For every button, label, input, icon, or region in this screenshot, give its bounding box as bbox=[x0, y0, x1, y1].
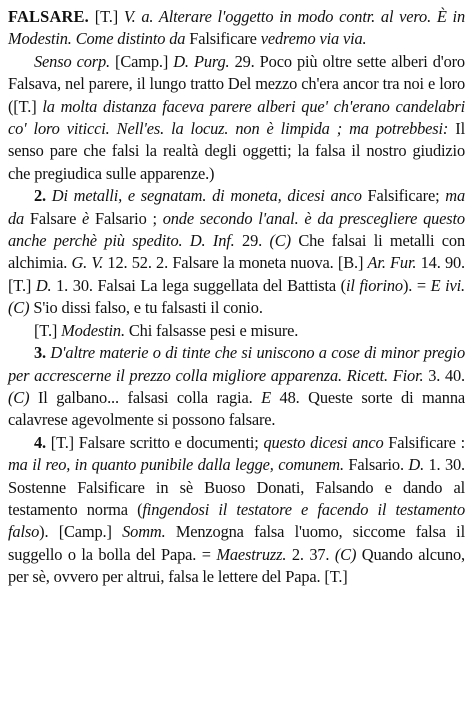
text-run: 12. 52. 2. Falsare la moneta nuova. [B.] bbox=[103, 253, 368, 273]
entry-sense-3 bbox=[8, 342, 465, 432]
text-run: [T.] Falsare scritto e documenti; bbox=[46, 432, 264, 452]
italic-text: (C) bbox=[8, 387, 30, 407]
italic-text: ma da bbox=[8, 186, 465, 228]
text-run: Il senso pare che falsi la realtà degli oggetti; la falsa il nostro giudizio che pregiudica sulle apparenze.) bbox=[8, 119, 465, 183]
text-run: 29. Poco più oltre sette alberi d'oro Falsava, nel parere, il lungo tratto Del mezzo ch'era ancor tra noi e loro ([T.] bbox=[8, 51, 465, 116]
italic-text: D. Purg. bbox=[173, 51, 230, 71]
text-run: 29. bbox=[234, 231, 270, 251]
italic-text: Ar. Fur. bbox=[367, 253, 417, 273]
text-run: 1. 30. Sostenne Falsificare in sè Buoso Donati, Falsando e dando al testamento norma ( bbox=[8, 455, 465, 519]
sense-number: 3. bbox=[34, 343, 46, 363]
italic-text: Maestruzz. bbox=[216, 544, 287, 564]
text-run: Falsario. bbox=[343, 455, 409, 475]
headword: FALSARE. bbox=[8, 7, 89, 26]
italic-text: E ivi. (C) bbox=[8, 275, 465, 318]
italic-text: ma il reo, in quanto punibile dalla legge, comunem. bbox=[8, 455, 344, 475]
italic-text: D. bbox=[408, 455, 425, 475]
text-run: Che falsai li metalli con alchimia. bbox=[8, 231, 466, 273]
sense-number: 4. bbox=[34, 432, 46, 452]
text-run: Il galbano... falsasi colla ragia. bbox=[29, 387, 262, 407]
text-run: Falsificare : bbox=[383, 432, 465, 452]
italic-text: V. a. Alterare l'oggetto in modo contr. al vero. È in Modestin. Come distinto da bbox=[8, 7, 465, 49]
text-run: Falsificare; bbox=[361, 186, 446, 206]
text-run: Chi falsasse pesi e misure. bbox=[124, 320, 299, 340]
italic-text: Modestin. bbox=[61, 320, 125, 340]
entry-sense-1 bbox=[8, 51, 465, 185]
italic-text: questo dicesi anco bbox=[263, 432, 384, 452]
text-run: [T.] bbox=[34, 320, 62, 340]
entry-sense-4 bbox=[8, 432, 465, 589]
text-run: S'io dissi falso, e tu falsasti il conio. bbox=[29, 298, 263, 318]
entry-sense-2 bbox=[8, 185, 465, 319]
sense-number: 2. bbox=[34, 186, 46, 206]
italic-text: onde secondo l'anal. è da prescegliere questo anche perchè più spedito. D. Inf. bbox=[8, 208, 465, 251]
text-run: Quando alcuno, per sè, ovvero per altrui, falsa le lettere del Papa. [T.] bbox=[8, 544, 465, 587]
text-run: 2. 37. bbox=[286, 544, 335, 564]
entry-intro bbox=[8, 6, 465, 51]
italic-text: (C) bbox=[269, 231, 291, 251]
italic-text: D'altre materie o di tinte che si uniscono a cose di minor pregio per accrescerne il prezzo colla migliore apparenza. Ricett. Fior. bbox=[8, 343, 465, 385]
text-run: 14. 90. [T.] bbox=[8, 253, 465, 295]
text-run: ). = bbox=[402, 275, 431, 295]
text-run: 3. 40. bbox=[423, 365, 465, 385]
italic-text: fingendosi il testatore e facendo il testamento falso bbox=[8, 499, 465, 542]
italic-text: D. bbox=[35, 275, 52, 295]
italic-text: (C) bbox=[334, 544, 357, 564]
text-run: 48. Queste sorte di manna calavrese agevolmente si possono falsare. bbox=[8, 387, 465, 430]
text-run: 1. 30. Falsai La lega suggellata del Battista ( bbox=[51, 275, 346, 295]
entry-sense-2b bbox=[8, 320, 465, 342]
italic-text: Somm. bbox=[122, 522, 166, 542]
text-run: [Camp.] bbox=[109, 51, 174, 71]
italic-text: Senso corp. bbox=[34, 51, 110, 71]
text-run: Falsario ; bbox=[89, 208, 163, 228]
italic-text: la molta distanza faceva parere alberi que' ch'erano candelabri co' loro viticci. Nell'es. la locuz. non è limpida ; ma potrebbesi: bbox=[8, 96, 465, 139]
text-run: Falsare bbox=[24, 208, 83, 228]
text-run: Falsificare bbox=[185, 29, 261, 49]
text-run: ). [Camp.] bbox=[39, 522, 123, 542]
italic-text: Di metalli, e segnatam. di moneta, dicesi anco bbox=[46, 186, 362, 206]
italic-text: il fiorino bbox=[345, 275, 403, 295]
text-run: Menzogna falsa l'uomo, siccome falsa il suggello o la bolla del Papa. = bbox=[8, 522, 465, 564]
italic-text: è bbox=[82, 208, 90, 228]
italic-text: vedremo via via. bbox=[260, 29, 367, 49]
italic-text: E bbox=[261, 387, 271, 407]
text-run: [T.] bbox=[88, 7, 124, 26]
italic-text: G. V. bbox=[71, 253, 104, 273]
